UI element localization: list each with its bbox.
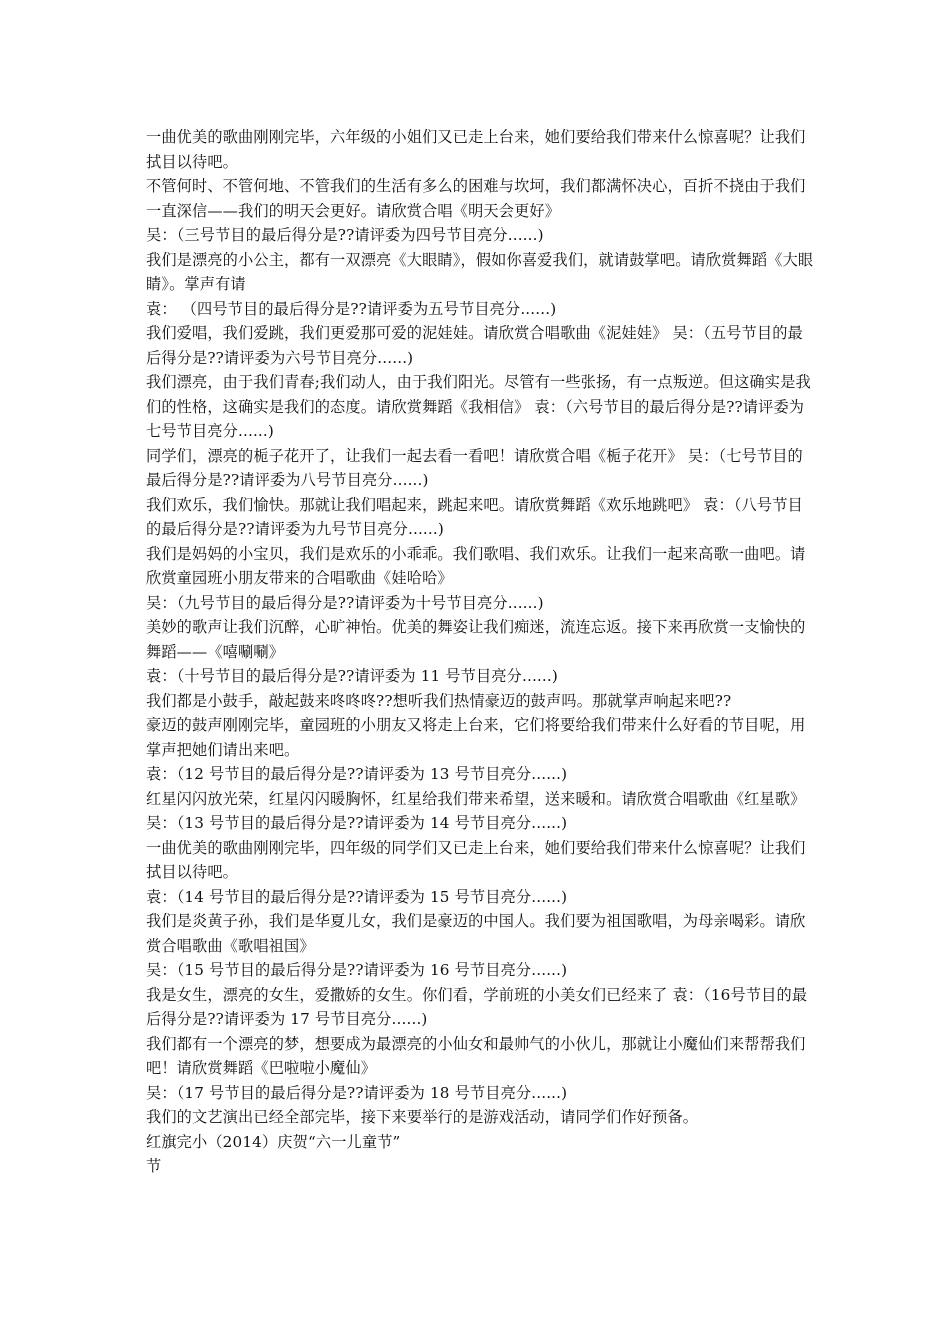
paragraph: 我们漂亮，由于我们青春;我们动人，由于我们阳光。尽管有一些张扬，有一点叛逆。但这确实是我们的性格，这确实是我们的态度。请欣赏舞蹈《我相信》 袁：（六号节目的最后得分是??请评委为七号节目亮分......) xyxy=(146,373,811,440)
paragraph: 红旗完小（2014）庆贺“六一儿童节” xyxy=(146,1132,401,1151)
paragraph: 吴：（九号节目的最后得分是??请评委为十号节目亮分......) xyxy=(146,593,544,612)
document-body xyxy=(146,125,814,1179)
paragraph: 不管何时、不管何地、不管我们的生活有多么的困难与坎坷，我们都满怀决心，百折不挠由于我们一直深信——我们的明天会更好。请欣赏合唱《明天会更好》 xyxy=(146,177,806,220)
paragraph: 我是女生，漂亮的女生，爱撒娇的女生。你们看，学前班的小美女们已经来了 袁：（16号节目的最后得分是??请评委为 17 号节目亮分......) xyxy=(146,985,808,1028)
paragraph: 我们是妈妈的小宝贝，我们是欢乐的小乖乖。我们歌唱、我们欢乐。让我们一起来高歌一曲吧。请欣赏童园班小朋友带来的合唱歌曲《娃哈哈》 xyxy=(146,544,806,587)
paragraph: 我们欢乐，我们愉快。那就让我们唱起来，跳起来吧。请欣赏舞蹈《欢乐地跳吧》 袁：（八号节目的最后得分是??请评委为九号节目亮分......) xyxy=(146,495,803,538)
paragraph: 袁：（14 号节目的最后得分是??请评委为 15 号节目亮分......) xyxy=(146,887,568,906)
paragraph: 吴：（三号节目的最后得分是??请评委为四号节目亮分......) xyxy=(146,226,544,244)
paragraph: 一曲优美的歌曲刚刚完毕，四年级的同学们又已走上台来，她们要给我们带来什么惊喜呢？让我们拭目以待吧。 xyxy=(146,838,806,881)
paragraph: 吴：（17 号节目的最后得分是??请评委为 18 号节目亮分......) xyxy=(146,1083,568,1102)
paragraph: 我们爱唱，我们爱跳，我们更爱那可爱的泥娃娃。请欣赏合唱歌曲《泥娃娃》 吴：（五号节目的最后得分是??请评委为六号节目亮分......) xyxy=(146,324,803,367)
paragraph: 节 xyxy=(146,1157,162,1175)
paragraph: 吴：（13 号节目的最后得分是??请评委为 14 号节目亮分......) xyxy=(146,814,568,832)
paragraph: 我们都有一个漂亮的梦，想要成为最漂亮的小仙女和最帅气的小伙儿，那就让小魔仙们来帮帮我们吧！请欣赏舞蹈《巴啦啦小魔仙》 xyxy=(146,1034,806,1077)
paragraph: 我们都是小鼓手，敲起鼓来咚咚咚??想听我们热情豪迈的鼓声吗。那就掌声响起来吧?? xyxy=(146,691,732,710)
paragraph: 袁：（12 号节目的最后得分是??请评委为 13 号节目亮分......) xyxy=(146,765,568,783)
paragraph: 吴：（15 号节目的最后得分是??请评委为 16 号节目亮分......) xyxy=(146,961,568,979)
paragraph: 豪迈的鼓声刚刚完毕，童园班的小朋友又将走上台来，它们将要给我们带来什么好看的节目呢，用掌声把她们请出来吧。 xyxy=(146,716,806,759)
paragraph: 袁：（十号节目的最后得分是??请评委为 11 号节目亮分......) xyxy=(146,667,558,685)
paragraph: 美妙的歌声让我们沉醉，心旷神怡。优美的舞姿让我们痴迷，流连忘返。接下来再欣赏一支愉快的舞蹈——《嘻唰唰》 xyxy=(146,618,806,661)
paragraph: 我们是漂亮的小公主，都有一双漂亮《大眼睛》，假如你喜爱我们，就请鼓掌吧。请欣赏舞蹈《大眼睛》。掌声有请 xyxy=(146,250,814,293)
paragraph: 我们是炎黄子孙，我们是华夏儿女，我们是豪迈的中国人。我们要为祖国歌唱，为母亲喝彩。请欣赏合唱歌曲《歌唱祖国》 xyxy=(146,912,806,955)
paragraph: 我们的文艺演出已经全部完毕，接下来要举行的是游戏活动，请同学们作好预备。 xyxy=(146,1108,699,1126)
paragraph: 红星闪闪放光荣，红星闪闪暖胸怀，红星给我们带来希望，送来暖和。请欣赏合唱歌曲《红星歌》 xyxy=(146,789,806,808)
paragraph: 同学们，漂亮的栀子花开了，让我们一起去看一看吧！请欣赏合唱《栀子花开》 吴：（七号节目的最后得分是??请评委为八号节目亮分......) xyxy=(146,446,803,489)
paragraph: 一曲优美的歌曲刚刚完毕，六年级的小姐们又已走上台来，她们要给我们带来什么惊喜呢？让我们拭目以待吧。 xyxy=(146,128,806,171)
paragraph: 袁： （四号节目的最后得分是??请评委为五号节目亮分......) xyxy=(146,299,557,318)
